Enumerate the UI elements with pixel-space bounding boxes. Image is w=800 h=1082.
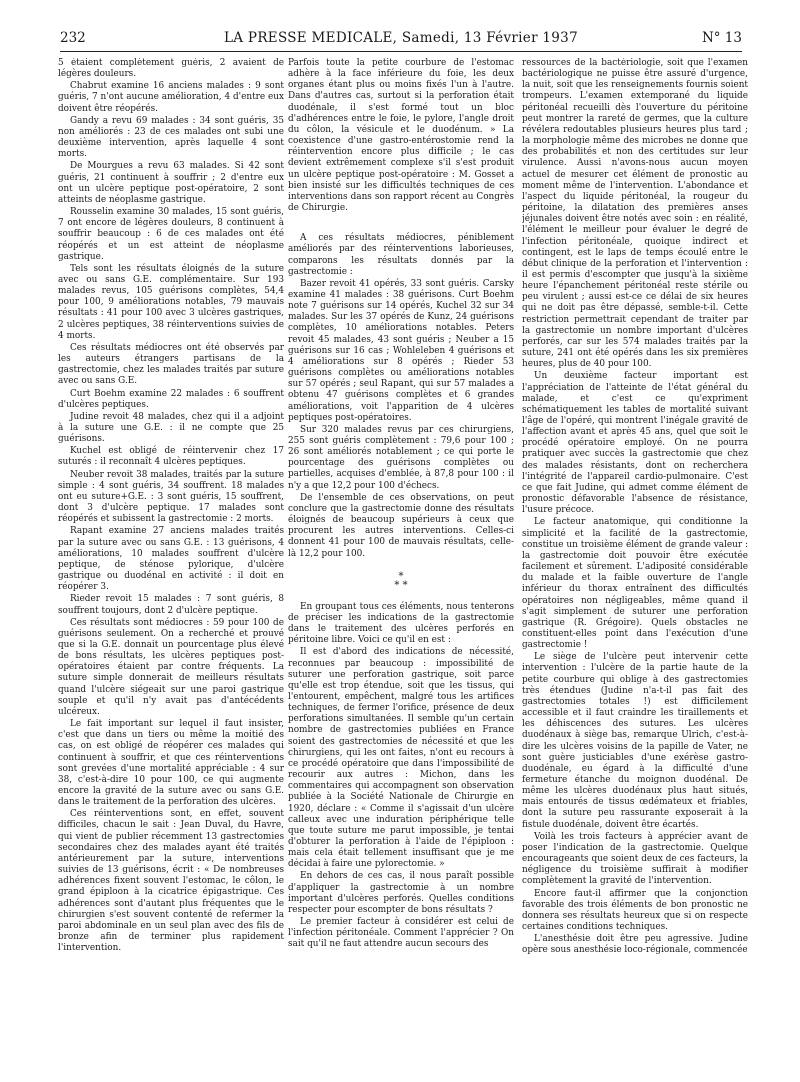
paragraph: De l'ensemble de ces observations, on peut conclure que la gastrectomie donne des résultats éloignés de beaucoup supérieurs à ceux que procurent les autres interventions. Celles-ci donnent 41 pour 100 de mauvais résultats, celle-là 12,2 pour 100. — [288, 492, 514, 559]
paragraph: Le premier facteur à considérer est celui de l'infection péritonéale. Comment l'apprécier ? On sait qu'il ne faut attendre aucun secours des — [288, 917, 514, 950]
paragraph: Curt Boehm examine 22 malades : 6 souffrent d'ulcères peptiques. — [58, 388, 284, 410]
page-number: 232 — [60, 30, 86, 46]
paragraph: Bazer revoit 41 opérés, 33 sont guéris. Carsky examine 41 malades : 38 guérisons. Curt Boehm note 7 guérisons sur 14 opérés, Kuchel 32 sur 34 malades. Sur les 37 opérés de Kunz, 24 guérisons complètes, 10 améliorations notables. Peters revoit 45 malades, 43 sont guéris ; Neuber a 15 guérisons sur 16 cas ; Wohleleben 4 guérisons et 4 améliorations sur 8 opérés ; Rieder 53 guérisons complètes ou améliorations notables sur 57 opérés ; seul Rapant, qui sur 57 malades a obtenu 47 guérisons complètes et 6 grandes améliorations, voit l'apparition de 4 ulcères peptiques post-opératoires. — [288, 278, 514, 423]
paragraph: Chabrut examine 16 anciens malades : 9 sont guéris, 7 n'ont aucune amélioration, 4 d'entre eux doivent être réopérés. — [58, 81, 284, 114]
paragraph: Rapant examine 27 anciens malades traités par la suture avec ou sans G.E. : 13 guérisons, 4 améliorations, 10 malades souffrent d'ulcère peptique, de sténose pylorique, d'ulcère gastrique ou duodénal en activité : il doit en réopérer 3. — [58, 526, 284, 593]
paragraph: Judine revoit 48 malades, chez qui il a adjoint à la suture une G.E. : il ne compte que 25 guérisons. — [58, 411, 284, 445]
paragraph: Le fait important sur lequel il faut insister, c'est que dans un tiers ou même la moitié des cas, on est obligé de réopérer ces malades qui continuent à souffrir, et que ces réinterventions sont grevées d'une mortalité appréciable : 4 sur 38, c'est-à-dire 10 pour 100, ce qui augmente encore la gravité de la suture avec ou sans G.E. dans le traitement de la perforation des ulcères. — [58, 719, 284, 808]
paragraph: L'anesthésie doit être peu agressive. Judine opère sous anesthésie loco-régionale, commencée — [522, 934, 748, 956]
paragraph: Un deuxième facteur important est l'appréciation de l'atteinte de l'état général du malade, et c'est ce qu'expriment schématiquement les tables de mortalité suivant l'âge de l'opéré, qui montrent l'inégale gravité de l'affection avant et après 45 ans, quel que soit le procédé opératoire employé. On ne pourra pratiquer avec succès la gastrectomie que chez des malades résistants, dont on recherchera l'intégrité de l'appareil cardio-pulmonaire. C'est ce que fait Judine, qui admet comme élément de pronostic défavorable l'absence de résistance, l'usure précoce. — [522, 371, 748, 516]
paragraph-gap — [288, 215, 514, 233]
paragraph: Sur 320 malades revus par ces chirurgiens, 255 sont guéris complètement : 79,6 pour 100 ; 26 sont améliorés notablement ; ce qui porte le pourcentage des guérisons complètes ou partielles, acquises d'emblée, à 87,8 pour 100 : il n'y a que 12,2 pour 100 d'échecs. — [288, 424, 514, 491]
column-right — [522, 58, 748, 1068]
paragraph: En groupant tous ces éléments, nous tenterons de préciser les indications de la gastrectomie dans le traitement des ulcères perforés en péritoine libre. Voici ce qu'il en est : — [288, 601, 514, 646]
paragraph: Encore faut-il affirmer que la conjonction favorable des trois éléments de bon pronostic ne donnera ses résultats heureux que si on respecte certaines conditions techniques. — [522, 888, 748, 933]
paragraph: Rousselin examine 30 malades, 15 sont guéris, 7 ont encore de légères douleurs, 8 continuent à souffrir beaucoup : 6 de ces malades ont été réopérés et un est atteint de néoplasme gastrique. — [58, 207, 284, 262]
section-separator-asterisks: * * * — [394, 570, 408, 591]
issue-number: N° 13 — [701, 30, 742, 46]
paragraph: Kuchel est obligé de réintervenir chez 17 suturés : il reconnaît 4 ulcères peptiques. — [58, 446, 284, 468]
paragraph: 5 étaient complètement guéris, 2 avaient de légères douleurs. — [58, 58, 284, 80]
paragraph: Neuber revoit 38 malades, traités par la suture simple : 4 sont guéris, 34 souffrent. 18 malades ont eu suture+G.E. : 3 sont guéris, 15 souffrent, dont 3 d'ulcère peptique. 17 malades sont réopérés et subissent la gastrectomie : 2 morts. — [58, 469, 284, 525]
paragraph: Tels sont les résultats éloignés de la suture avec ou sans G.E. complémentaire. Sur 193 malades revus, 105 guérisons complètes, 54,4 pour 100, 9 améliorations notables, 79 mauvais résultats : 41 pour 100 avec 3 ulcères gastriques, 2 ulcères peptiques, 38 réinterventions suivies de 4 morts. — [58, 263, 284, 341]
column-left — [58, 58, 284, 1068]
paragraph: A ces résultats médiocres, péniblement améliorés par des réinterventions laborieuses, comparons les résultats donnés par la gastrectomie : — [288, 233, 514, 277]
paragraph: ressources de la bactériologie, soit que l'examen bactériologique ne puisse être assuré d'urgence, la nuit, soit que les renseignements fournis soient trompeurs. L'examen extemporané du liquide péritonéal recueilli dès l'ouverture du péritoine peut montrer la rareté de germes, que la culture révélera redoutables plusieurs heures plus tard ; la morphologie même des microbes ne donne que des probabilités et non des certitudes sur leur virulence. Aussi n'avons-nous aucun moyen actuel de mesurer cet élément de pronostic au moment même de l'intervention. L'abondance et l'aspect du liquide péritonéal, la rougeur du péritoine, la dilatation des premières anses jéjunales doivent être notés avec soin : en réalité, l'élément le meilleur pour évaluer le degré de l'infection péritonéale, quoique indirect et contingent, est le laps de temps écoulé entre le début clinique de la perforation et l'intervention : il est permis d'escompter que jusqu'à la sixième heure l'épanchement péritonéal reste stérile ou peu virulent ; aussi est-ce ce délai de six heures qui ne doit pas être dépassé, semble-t-il. Cette restriction permettrait cependant de traiter par la gastrectomie un nombre important d'ulcères perforés, car sur les 574 malades traités par la suture, 241 ont été opérés dans les six premières heures, plus de 40 pour 100. — [522, 58, 748, 370]
paragraph: Ces résultats sont médiocres : 59 pour 100 de guérisons seulement. On a recherché et prouvé que si la G.E. donnait un pourcentage plus élevé de bons résultats, les ulcères peptiques post-opératoires étaient par contre fréquents. La suture simple donnerait de meilleurs résultats quand l'ulcère siégeait sur une paroi gastrique souple et qu'il n'y avait pas d'antécédents ulcéreux. — [58, 617, 284, 717]
paragraph: Le siège de l'ulcère peut intervenir cette intervention : l'ulcère de la partie haute de la petite courbure qui oblige à des gastrectomies très étendues (Judine n'a-t-il pas fait des gastrectomies totales !) est difficilement accessible et il faut craindre les tiraillements et les déhiscences des sutures. Les ulcères duodénaux à siège bas, remarque Ulrich, c'est-à-dire les ulcères voisins de la papille de Vater, ne sont guère justiciables d'une exérèse gastro-duodénale, eu égard à la difficulté d'une fermeture étanche du moignon duodénal. De même les ulcères duodénaux plus haut situés, mais entourés de tissus œdémateux et friables, dont la suture peu rassurante exposerait à la fistule duodénale, doivent être écartés. — [522, 652, 748, 830]
journal-title: LA PRESSE MEDICALE, Samedi, 13 Février 1937 — [224, 30, 578, 46]
header-rule — [60, 51, 742, 52]
paragraph: Ces résultats médiocres ont été observés par les auteurs étrangers partisans de la gastrectomie, chez les malades traités par suture avec ou sans G.E. — [58, 342, 284, 387]
paragraph: Voilà les trois facteurs à apprécier avant de poser l'indication de la gastrectomie. Quelque encourageants que soient deux de ces facteurs, la négligence du troisième suffirait à modifier complètement la gravité de l'intervention. — [522, 831, 748, 887]
paragraph: Il est d'abord des indications de nécessité, reconnues par beaucoup : impossibilité de suturer une perforation gastrique, soit parce qu'elle est trop étendue, soit que les tissus, qui l'entourent, empêchent, malgré tous les artifices techniques, de fermer l'orifice, présence de deux perforations simultanées. Il semble qu'un certain nombre de gastrectomies publiées en France soient des gastrectomies de nécessité et que les chirurgiens, qui les ont faites, n'ont eu recours à ce procédé opératoire que dans l'impossibilité de recourir aux autres : Michon, dans les commentaires qui accompagnent son observation publiée à la Société Nationale de Chirurgie en 1920, déclare : « Comme il s'agissait d'un ulcère calleux avec une induration périphérique telle que toute suture me parut impossible, je tentai d'obturer la perforation à l'aide de l'épiploon : mais cela était tellement insuffisant que je me décidai à faire une pylorectomie. » — [288, 647, 514, 870]
paragraph: Parfois toute la petite courbure de l'estomac adhère à la face inférieure du foie, les deux organes étant plus ou moins fixés l'un à l'autre. Dans d'autres cas, surtout si la perforation était duodénale, il s'est formé tout un bloc d'adhérences entre le foie, le pylore, l'angle droit du côlon, la vésicule et le duodénum. » La coexistence d'une gastro-entérostomie rend la réintervention encore plus difficile ; le cas devient extrêmement complexe s'il s'est produit un ulcère peptique post-opératoire : M. Gosset a bien insisté sur les difficultés techniques de ces interventions dans son rapport récent au Congrès de Chirurgie. — [288, 58, 514, 214]
paragraph: Gandy a revu 69 malades : 34 sont guéris, 35 non améliorés : 23 de ces malades ont subi une deuxième intervention, après laquelle 4 sont morts. — [58, 115, 284, 160]
running-header — [60, 30, 742, 50]
paragraph: Le facteur anatomique, qui conditionne la simplicité et la facilité de la gastrectomie, constitue un troisième élément de grande valeur : la gastrectomie doit pouvoir être exécutée facilement et sûrement. L'adiposité considérable du malade et la faible ouverture de l'angle inférieur du thorax entraînent des difficultés opératoires non négligeables, même quand il s'agit simplement de suturer une perforation gastrique (R. Grégoire). Quels obstacles ne constituent-elles point dans l'exécution d'une gastrectomie ! — [522, 517, 748, 651]
paragraph: En dehors de ces cas, il nous paraît possible d'appliquer la gastrectomie à un nombre important d'ulcères perforés. Quelles conditions respecter pour escompter de bons résultats ? — [288, 871, 514, 915]
paragraph: Rieder revoit 15 malades : 7 sont guéris, 8 souffrent toujours, dont 2 d'ulcère peptique. — [58, 594, 284, 616]
column-middle — [288, 58, 514, 1068]
paragraph: De Mourgues a revu 63 malades. Si 42 sont guéris, 21 continuent à souffrir ; 2 d'entre eux ont un ulcère peptique post-opératoire, 2 sont atteints de néoplasme gastrique. — [58, 161, 284, 205]
paragraph: Ces réinterventions sont, en effet, souvent difficiles, chacun le sait : Jean Duval, du Havre, qui vient de publier récemment 13 gastrectomies secondaires chez des malades ayant été traités antérieurement par la suture, interventions suivies de 13 guérisons, écrit : « De nombreuses adhérences fixent souvent l'estomac, le côlon, le grand épiploon à la cicatrice épigastrique. Ces adhérences sont d'autant plus fréquentes que le chirurgien s'est souvent contenté de refermer la paroi abdominale en un seul plan avec des fils de bronze afin de terminer plus rapidement l'intervention. — [58, 809, 284, 954]
